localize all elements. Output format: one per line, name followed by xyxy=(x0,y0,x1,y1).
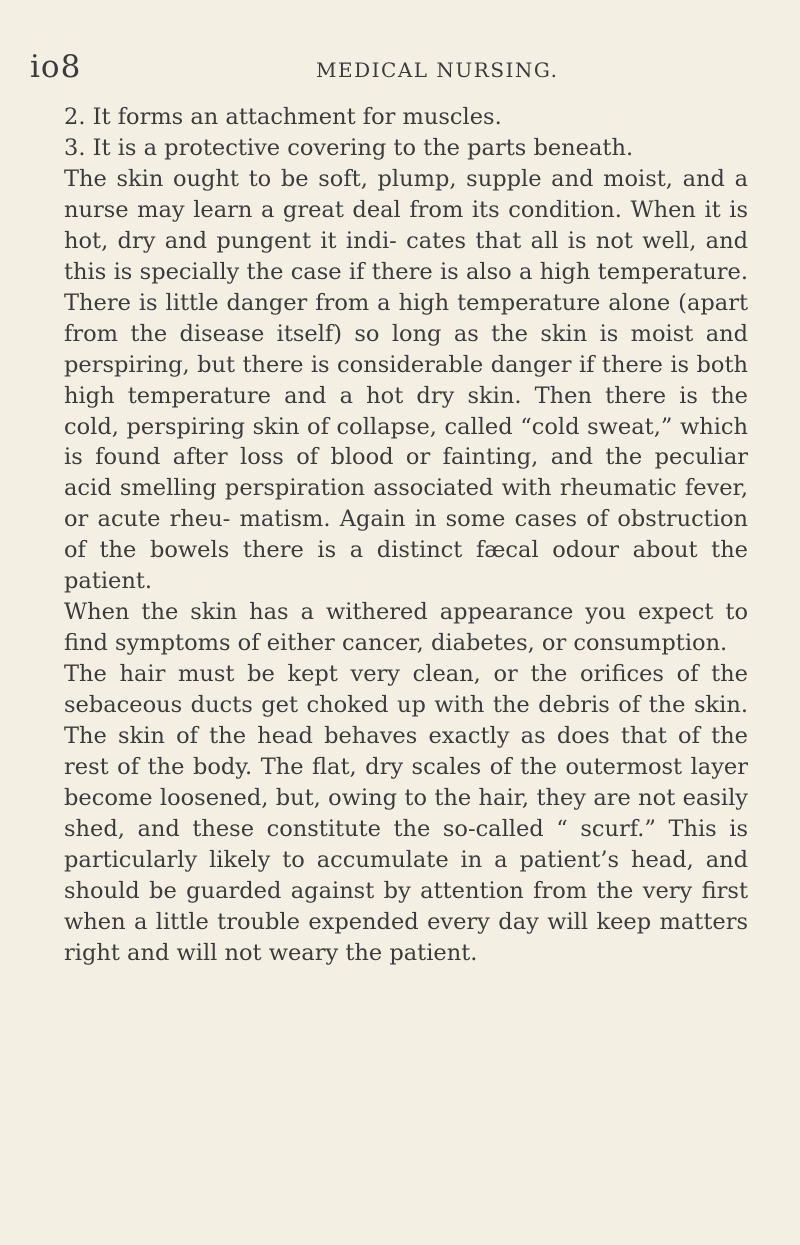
page-number: io8 xyxy=(30,49,82,85)
body-text xyxy=(64,102,748,969)
numbered-item-3: 3. It is a protective covering to the parts beneath. xyxy=(64,134,634,161)
paragraph-withered-skin: When the skin has a withered appearance you expect to find symptoms of either cancer, diabetes, or consumption. xyxy=(64,599,748,657)
numbered-item-2: 2. It forms an attachment for muscles. xyxy=(64,104,502,130)
paragraph-hair: The hair must be kept very clean, or the orifices of the sebaceous ducts get choked up with the debris of the skin. The skin of the head behaves exactly as does that of the rest of the body. The flat, dry scales of the outermost layer become loosened, but, owing to the hair, they are not easily shed, and these constitute the so-called “ scurf.” This is particularly likely to accumulate in a patient’s head, and should be guarded against by attention from the very first when a little trouble expended every day will keep matters right and will not weary the patient. xyxy=(64,661,748,966)
running-head: MEDICAL NURSING. xyxy=(316,58,559,82)
paragraph-skin-condition: The skin ought to be soft, plump, supple and moist, and a nurse may learn a great deal from its condition. When it is hot, dry and pungent it indi- cates that all is not well, and this is specially the case if there is also a high temperature. There is little danger from a high temperature alone (apart from the disease itself) so long as the skin is moist and perspiring, but there is considerable danger if there is both high temperature and a hot dry skin. Then there is the cold, perspiring skin of collapse, called “cold sweat,” which is found after loss of blood or fainting, and the peculiar acid smelling perspiration associated with rheumatic fever, or acute rheu- matism. Again in some cases of obstruction of the bowels there is a distinct fæcal odour about the patient. xyxy=(64,165,748,595)
page-header xyxy=(0,50,800,90)
